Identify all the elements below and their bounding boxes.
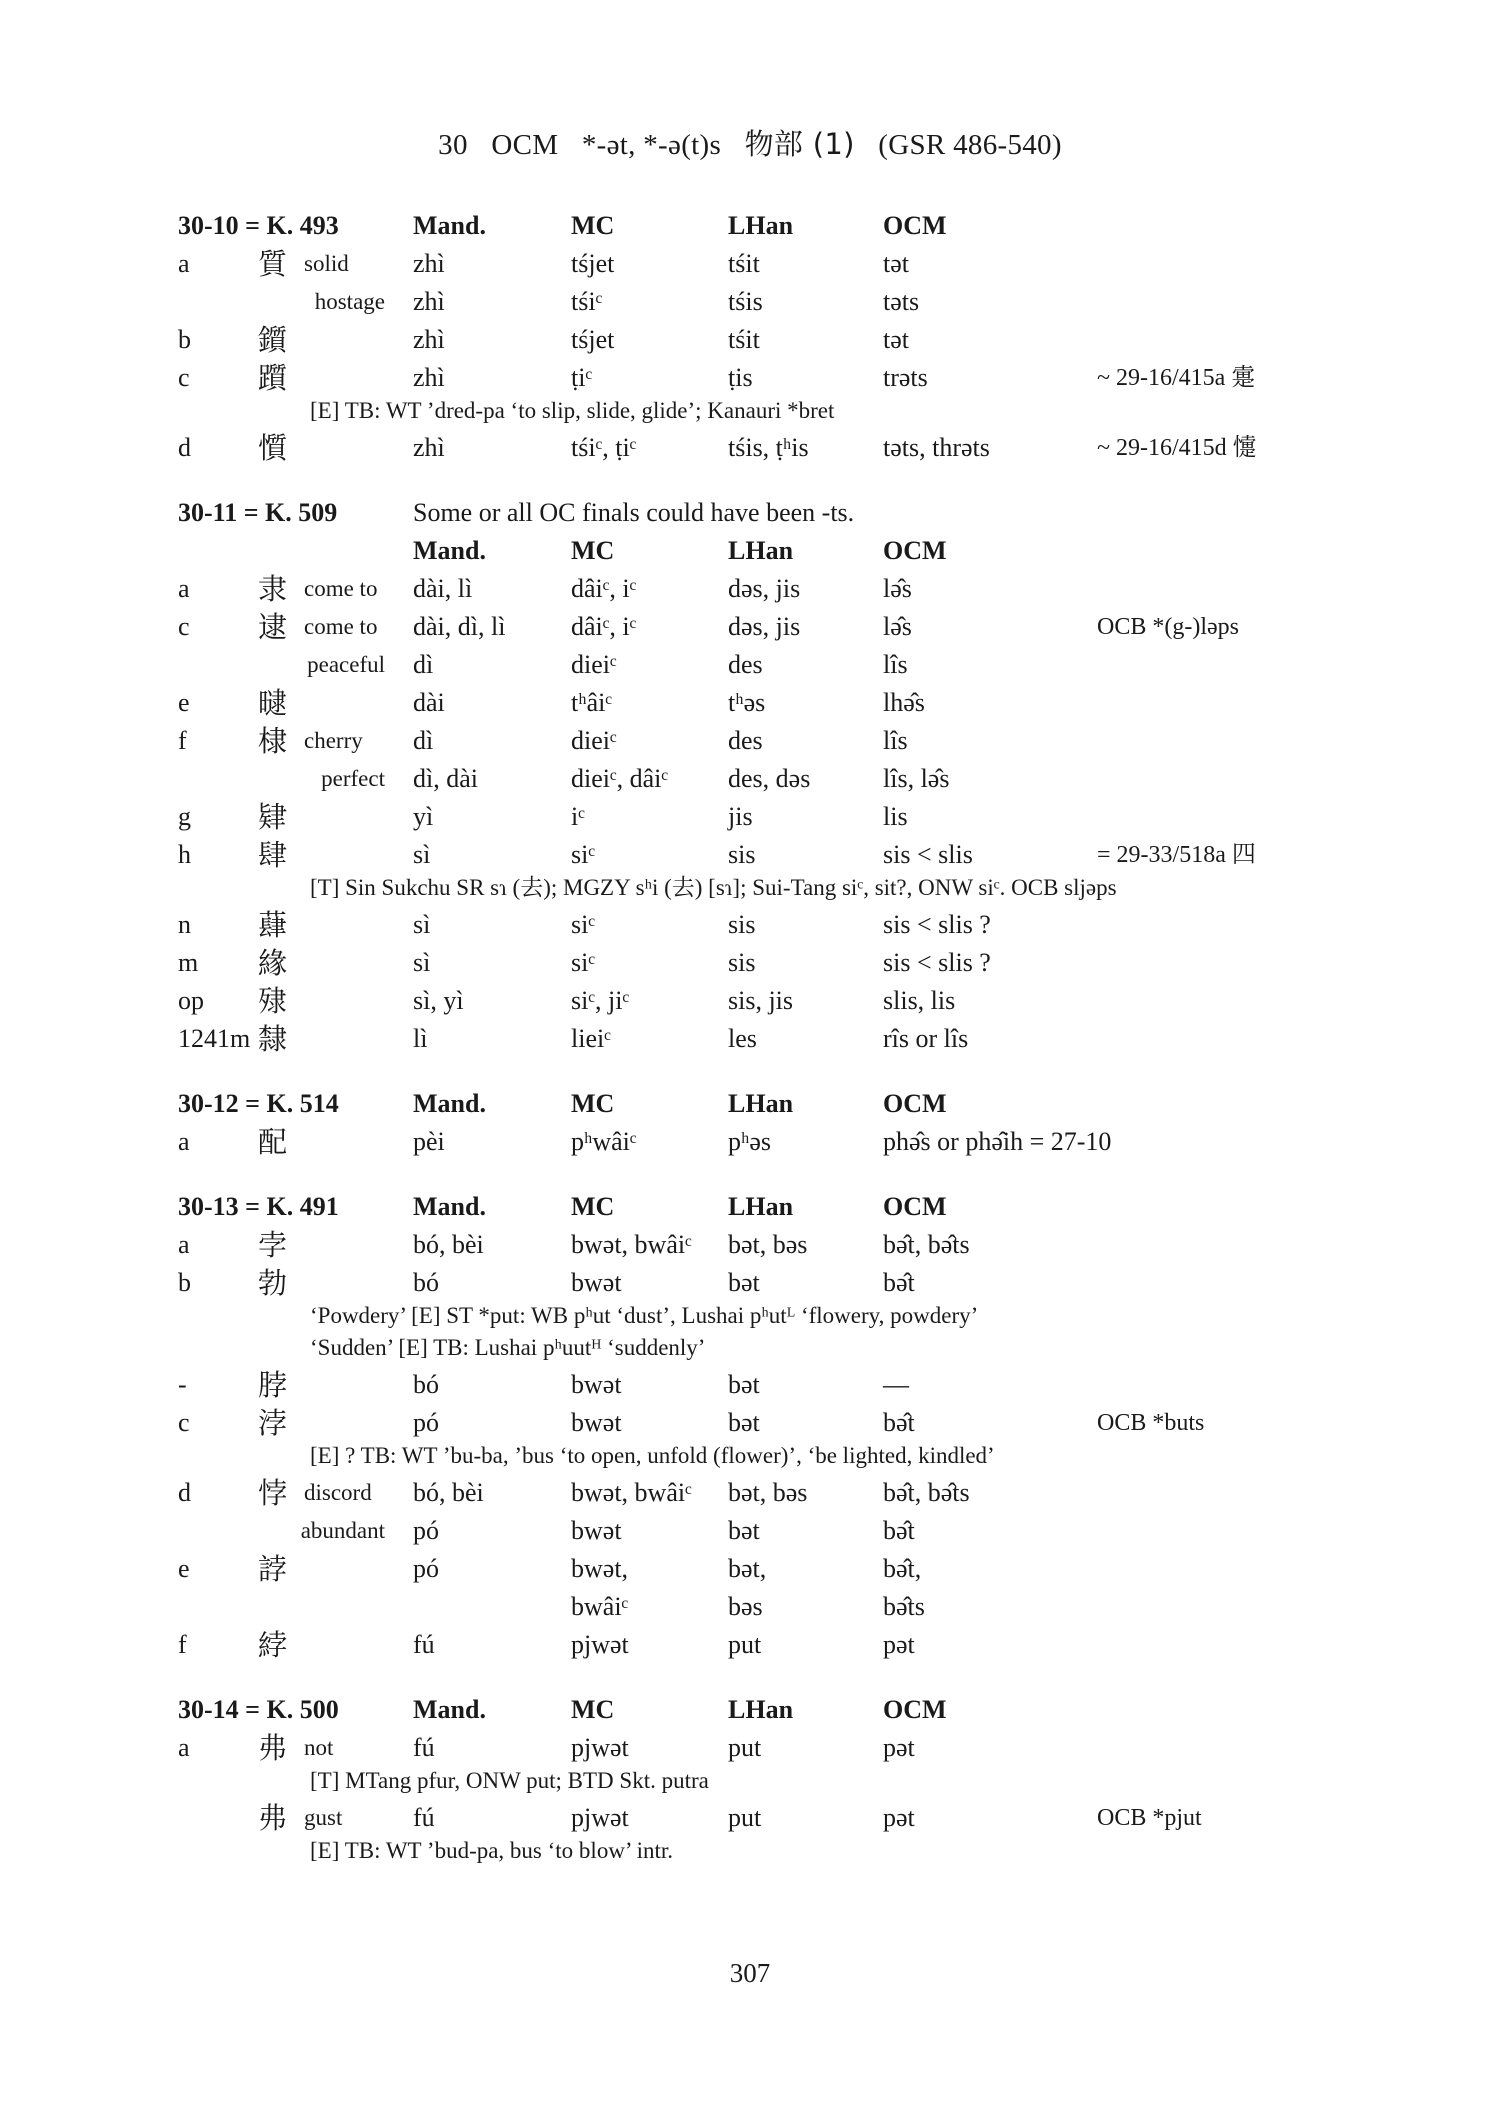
entry-mandarin: dài, dì, lì xyxy=(413,612,506,641)
entry-id: c xyxy=(178,1408,190,1437)
entry-middle-chinese: tśiᶜ xyxy=(571,287,603,316)
entry-mandarin: pèi xyxy=(413,1127,445,1156)
entry-middle-chinese: dâiᶜ, iᶜ xyxy=(571,574,637,603)
entry-later-han: jis xyxy=(728,802,753,831)
entry-middle-chinese: dâiᶜ, iᶜ xyxy=(571,612,637,641)
entry-character: 肄 xyxy=(258,800,288,834)
entry-later-han: ṭis xyxy=(728,363,753,392)
group-header xyxy=(0,1085,1500,1123)
group-header xyxy=(0,494,1500,532)
entry-later-han: bət xyxy=(728,1516,760,1545)
entry-row xyxy=(0,1729,1500,1767)
etymology-note: [E] TB: WT ’dred-pa ‘to slip, slide, glide’; Kanauri *bret xyxy=(310,398,835,423)
entry-middle-chinese: dieiᶜ xyxy=(571,726,617,755)
entry-character: 殔 xyxy=(258,984,288,1018)
entry-character: 質 xyxy=(258,247,288,281)
entry-cross-reference: ~ 29-16/415a 疐 xyxy=(1097,365,1256,391)
entry-mandarin: sì, yì xyxy=(413,986,464,1015)
page-header-title: OCM xyxy=(491,129,559,161)
entry-old-chinese: sis < slis ? xyxy=(883,948,991,977)
col-header-lhan: LHan xyxy=(728,536,794,565)
entry-middle-chinese: tśjet xyxy=(571,249,615,278)
entry-row xyxy=(0,836,1500,874)
entry-old-chinese: təts, thrəts xyxy=(883,433,990,462)
entry-row xyxy=(0,944,1500,982)
etymology-note: [T] MTang pfur, ONW put; BTD Skt. putra xyxy=(310,1768,709,1793)
entry-middle-chinese: lieiᶜ xyxy=(571,1024,611,1053)
col-header-mc: MC xyxy=(571,1695,615,1724)
entry-old-chinese: pət xyxy=(883,1733,915,1762)
entry-middle-chinese: siᶜ xyxy=(571,910,595,939)
entry-later-han: bət, bəs xyxy=(728,1230,808,1259)
entry-gloss: discord xyxy=(304,1480,372,1505)
entry-old-chinese: slis, lis xyxy=(883,986,956,1015)
entry-character: 隶 xyxy=(258,572,288,606)
entry-row xyxy=(0,646,1500,684)
entry-row xyxy=(0,982,1500,1020)
entry-middle-chinese: iᶜ xyxy=(571,802,585,831)
entry-old-chinese: lis xyxy=(883,802,908,831)
entry-mandarin: pó xyxy=(413,1408,439,1437)
entry-gloss: perfect xyxy=(321,766,385,791)
entry-old-chinese: pət xyxy=(883,1803,915,1832)
entry-gloss: hostage xyxy=(314,289,385,314)
col-header-mc: MC xyxy=(571,536,615,565)
column-header xyxy=(0,532,1500,570)
entry-character: 弗 xyxy=(258,1801,288,1835)
entry-character: 懫 xyxy=(258,431,288,465)
entry-row xyxy=(0,608,1500,646)
entry-old-chinese: lə̂s xyxy=(883,612,912,641)
entry-later-han: des, dəs xyxy=(728,764,811,793)
entry-gloss: solid xyxy=(304,251,349,276)
entry-later-han: sis xyxy=(728,910,756,939)
entry-mandarin: fú xyxy=(413,1630,435,1659)
col-header-lhan: LHan xyxy=(728,211,794,240)
entry-middle-chinese: pjwət xyxy=(571,1733,629,1762)
entry-later-han: tśis xyxy=(728,287,763,316)
col-header-ocm: OCM xyxy=(883,211,947,240)
entry-row xyxy=(0,359,1500,397)
page-header xyxy=(0,122,1500,163)
entry-mandarin: yì xyxy=(413,802,434,831)
entry-row xyxy=(0,570,1500,608)
entry-middle-chinese: dieiᶜ xyxy=(571,650,617,679)
entry-row xyxy=(0,798,1500,836)
entry-middle-chinese: pʰwâiᶜ xyxy=(571,1127,637,1156)
entry-id: op xyxy=(178,986,204,1015)
entry-middle-chinese: siᶜ xyxy=(571,948,595,977)
entry-mandarin: dài xyxy=(413,688,445,717)
entry-gloss: come to xyxy=(304,614,378,639)
entry-middle-chinese: siᶜ xyxy=(571,840,595,869)
entry-id: h xyxy=(178,840,191,869)
entry-middle-chinese: bwət xyxy=(571,1268,622,1297)
entry-middle-chinese: ṭiᶜ xyxy=(571,363,593,392)
page-number: 307 xyxy=(729,1958,771,1988)
entry-later-han: tʰəs xyxy=(728,688,766,717)
entry-mandarin: pó xyxy=(413,1554,439,1583)
entry-row xyxy=(0,429,1500,467)
entry-character: 肆 xyxy=(258,838,288,872)
entry-mandarin: zhì xyxy=(413,363,445,392)
entry-id: 1241m xyxy=(178,1024,251,1053)
entry-id: b xyxy=(178,1268,191,1297)
group-id: 30-12 = K. 514 xyxy=(178,1089,339,1118)
entry-row xyxy=(0,1474,1500,1512)
entry-middle-chinese: bwət xyxy=(571,1408,622,1437)
entry-character: 孛 xyxy=(258,1228,288,1262)
col-header-mand: Mand. xyxy=(413,1695,486,1724)
col-header-mc: MC xyxy=(571,1192,615,1221)
entry-cross-reference: = 29-33/518a 四 xyxy=(1097,842,1256,868)
entry-later-han: tśis, ṭʰis xyxy=(728,433,809,462)
entry-mandarin: lì xyxy=(413,1024,428,1053)
entry-mandarin: fú xyxy=(413,1803,435,1832)
entry-gloss: come to xyxy=(304,576,378,601)
entry-gloss: peaceful xyxy=(307,652,385,677)
col-header-mand: Mand. xyxy=(413,1192,486,1221)
entry-later-han: bət xyxy=(728,1408,760,1437)
entry-middle-chinese: tśjet xyxy=(571,325,615,354)
entry-id: g xyxy=(178,802,191,831)
entry-id: - xyxy=(178,1370,187,1399)
entry-later-han: sis xyxy=(728,948,756,977)
entry-middle-chinese: bwət xyxy=(571,1516,622,1545)
entry-old-chinese: bə̂t xyxy=(883,1408,915,1437)
entry-id: m xyxy=(178,948,199,977)
entry-character: 緣 xyxy=(258,946,288,980)
entry-old-chinese: təts xyxy=(883,287,920,316)
entry-character: 鑕 xyxy=(258,323,288,357)
entry-later-han: bət xyxy=(728,1370,760,1399)
col-header-ocm: OCM xyxy=(883,1089,947,1118)
entry-later-han: put xyxy=(728,1803,762,1832)
entry-mandarin: dì xyxy=(413,650,434,679)
entry-old-chinese: rîs or lîs xyxy=(883,1024,969,1053)
entry-row xyxy=(0,1264,1500,1302)
entry-mandarin: sì xyxy=(413,948,431,977)
entry-mandarin: zhì xyxy=(413,287,445,316)
entry-gloss: not xyxy=(304,1735,334,1760)
entry-row xyxy=(0,760,1500,798)
entry-id: f xyxy=(178,1630,187,1659)
entry-later-han: dəs, jis xyxy=(728,612,801,641)
page-header-finals: *-ət, *-ə(t)s xyxy=(581,129,722,161)
entry-later-han: put xyxy=(728,1733,762,1762)
entry-later-han: tśit xyxy=(728,249,760,278)
entry-old-chinese: tət xyxy=(883,249,909,278)
entry-mandarin: bó, bèi xyxy=(413,1230,484,1259)
entry-middle-chinese: bwət, xyxy=(571,1554,629,1583)
entry-later-han: dəs, jis xyxy=(728,574,801,603)
page-header-number: 30 xyxy=(438,129,468,161)
entry-middle-chinese: bwət, bwâiᶜ xyxy=(571,1478,692,1507)
entry-later-han: des xyxy=(728,650,763,679)
entry-gloss: cherry xyxy=(304,728,363,753)
entry-character: 誖 xyxy=(258,1552,288,1586)
entry-character: 綍 xyxy=(258,1628,288,1662)
entry-row xyxy=(0,684,1500,722)
entry-row xyxy=(0,1366,1500,1404)
etymology-note: [T] Sin Sukchu SR sɿ (去); MGZY sʰi (去) [sɿ]; Sui-Tang siᶜ, sit?, ONW siᶜ. OCB sljəps xyxy=(310,875,1117,900)
entry-row xyxy=(0,906,1500,944)
entry-row xyxy=(0,1550,1500,1588)
entry-mandarin: sì xyxy=(413,840,431,869)
entry-middle-chinese: siᶜ, jiᶜ xyxy=(571,986,630,1015)
col-header-ocm: OCM xyxy=(883,1695,947,1724)
entry-character: 逮 xyxy=(258,610,288,644)
entry-middle-chinese: pjwət xyxy=(571,1803,629,1832)
col-header-lhan: LHan xyxy=(728,1695,794,1724)
entry-cross-reference: OCB *pjut xyxy=(1097,1805,1202,1831)
entry-old-chinese: — xyxy=(883,1370,909,1399)
entry-old-chinese: bə̂ts xyxy=(883,1592,925,1621)
entry-old-chinese: sis < slis ? xyxy=(883,910,991,939)
entry-mandarin: zhì xyxy=(413,325,445,354)
entry-cross-reference: ~ 29-16/415d 懥 xyxy=(1097,435,1257,461)
entry-character: 蕼 xyxy=(258,908,288,942)
entry-cross-reference: OCB *buts xyxy=(1097,1410,1205,1436)
entry-character: 棣 xyxy=(258,724,288,758)
entry-old-chinese: phə̂s or phə̂ih = 27-10 xyxy=(883,1127,1112,1156)
entry-old-chinese: trəts xyxy=(883,363,928,392)
entry-character: 隸 xyxy=(258,1022,288,1056)
entry-id: a xyxy=(178,1733,190,1762)
entry-row xyxy=(0,1626,1500,1664)
entry-later-han: des xyxy=(728,726,763,755)
entry-middle-chinese: pjwət xyxy=(571,1630,629,1659)
entry-later-han: bət xyxy=(728,1268,760,1297)
entry-middle-chinese: tśiᶜ, ṭiᶜ xyxy=(571,433,637,462)
entry-id: b xyxy=(178,325,191,354)
entry-id: f xyxy=(178,726,187,755)
entry-old-chinese: lîs, lə̂s xyxy=(883,764,950,793)
entry-mandarin: dì xyxy=(413,726,434,755)
entry-id: a xyxy=(178,249,190,278)
entry-id: d xyxy=(178,433,191,462)
entry-old-chinese: lə̂s xyxy=(883,574,912,603)
entry-middle-chinese: bwət xyxy=(571,1370,622,1399)
entry-later-han: bət, bəs xyxy=(728,1478,808,1507)
etymology-note: [E] TB: WT ’bud-pa, bus ‘to blow’ intr. xyxy=(310,1838,674,1863)
etymology-note: ‘Sudden’ [E] TB: Lushai pʰuutᴴ ‘suddenly’ xyxy=(310,1335,706,1360)
group-id: 30-10 = K. 493 xyxy=(178,211,339,240)
entry-character: 勃 xyxy=(258,1266,288,1300)
page-header-rhyme: 物部 (1) xyxy=(744,127,855,161)
entry-row xyxy=(0,1226,1500,1264)
entry-character: 躓 xyxy=(258,361,288,395)
entry-id: a xyxy=(178,1230,190,1259)
entry-character: 配 xyxy=(258,1125,288,1159)
entry-mandarin: bó, bèi xyxy=(413,1478,484,1507)
entry-character: 浡 xyxy=(258,1406,288,1440)
entry-id: c xyxy=(178,612,190,641)
col-header-mand: Mand. xyxy=(413,536,486,565)
col-header-mc: MC xyxy=(571,1089,615,1118)
entry-id: e xyxy=(178,1554,190,1583)
entry-later-han: bət, xyxy=(728,1554,767,1583)
entry-old-chinese: tət xyxy=(883,325,909,354)
entry-middle-chinese: bwâiᶜ xyxy=(571,1592,629,1621)
entry-old-chinese: lhə̂s xyxy=(883,688,925,717)
entry-old-chinese: bə̂t xyxy=(883,1268,915,1297)
entry-old-chinese: bə̂t, bə̂ts xyxy=(883,1478,970,1507)
entry-gloss: gust xyxy=(304,1805,343,1830)
entry-row xyxy=(0,245,1500,283)
entry-old-chinese: pət xyxy=(883,1630,915,1659)
group-intro: Some or all OC finals could have been -ts. xyxy=(413,498,855,527)
etymology-note: [E] ? TB: WT ’bu-ba, ’bus ‘to open, unfold (flower)’, ‘be lighted, kindled’ xyxy=(310,1443,995,1468)
entry-character: 曃 xyxy=(258,686,288,720)
entry-row xyxy=(0,1123,1500,1161)
entry-character: 弗 xyxy=(258,1731,288,1765)
entry-middle-chinese: bwət, bwâiᶜ xyxy=(571,1230,692,1259)
entry-row xyxy=(0,1404,1500,1442)
entry-id: e xyxy=(178,688,190,717)
entry-middle-chinese: tʰâiᶜ xyxy=(571,688,612,717)
group-header xyxy=(0,1691,1500,1729)
col-header-ocm: OCM xyxy=(883,1192,947,1221)
entry-old-chinese: sis < slis xyxy=(883,840,973,869)
group-header xyxy=(0,1188,1500,1226)
entry-old-chinese: bə̂t, xyxy=(883,1554,922,1583)
entry-old-chinese: lîs xyxy=(883,726,908,755)
entry-row xyxy=(0,1512,1500,1550)
entry-row xyxy=(0,1020,1500,1058)
entry-later-han: tśit xyxy=(728,325,760,354)
entry-mandarin: dài, lì xyxy=(413,574,473,603)
page-header-gsr: (GSR 486-540) xyxy=(878,129,1062,161)
entry-row xyxy=(0,722,1500,760)
group-header xyxy=(0,207,1500,245)
entry-mandarin: zhì xyxy=(413,433,445,462)
entry-row xyxy=(0,321,1500,359)
col-header-mand: Mand. xyxy=(413,211,486,240)
col-header-mand: Mand. xyxy=(413,1089,486,1118)
entry-later-han: sis xyxy=(728,840,756,869)
entry-old-chinese: bə̂t xyxy=(883,1516,915,1545)
entry-character: 脖 xyxy=(258,1368,288,1402)
entry-row xyxy=(0,1799,1500,1837)
entry-mandarin: pó xyxy=(413,1516,439,1545)
entry-cross-reference: OCB *(g-)ləps xyxy=(1097,614,1239,640)
entry-mandarin: dì, dài xyxy=(413,764,478,793)
group-id: 30-13 = K. 491 xyxy=(178,1192,339,1221)
entry-old-chinese: lîs xyxy=(883,650,908,679)
entry-later-han: bəs xyxy=(728,1592,763,1621)
entry-later-han: put xyxy=(728,1630,762,1659)
entry-mandarin: zhì xyxy=(413,249,445,278)
etymology-note: ‘Powdery’ [E] ST *put: WB pʰut ‘dust’, Lushai pʰutᴸ ‘flowery, powdery’ xyxy=(310,1303,979,1328)
entry-mandarin: bó xyxy=(413,1268,439,1297)
entry-character: 悖 xyxy=(258,1476,288,1510)
col-header-lhan: LHan xyxy=(728,1192,794,1221)
entry-gloss: abundant xyxy=(300,1518,385,1543)
group-id: 30-14 = K. 500 xyxy=(178,1695,339,1724)
entry-old-chinese: bə̂t, bə̂ts xyxy=(883,1230,970,1259)
col-header-ocm: OCM xyxy=(883,536,947,565)
entry-later-han: pʰəs xyxy=(728,1127,772,1156)
entry-row xyxy=(0,283,1500,321)
entry-id: n xyxy=(178,910,191,939)
entry-later-han: les xyxy=(728,1024,757,1053)
entry-id: d xyxy=(178,1478,191,1507)
col-header-mc: MC xyxy=(571,211,615,240)
entry-middle-chinese: dieiᶜ, dâiᶜ xyxy=(571,764,669,793)
group-id: 30-11 = K. 509 xyxy=(178,498,338,527)
entry-id: c xyxy=(178,363,190,392)
entry-later-han: sis, jis xyxy=(728,986,794,1015)
entry-id: a xyxy=(178,574,190,603)
entry-row xyxy=(0,1588,1500,1626)
entry-mandarin: bó xyxy=(413,1370,439,1399)
entry-mandarin: fú xyxy=(413,1733,435,1762)
entry-id: a xyxy=(178,1127,190,1156)
col-header-lhan: LHan xyxy=(728,1089,794,1118)
entry-mandarin: sì xyxy=(413,910,431,939)
